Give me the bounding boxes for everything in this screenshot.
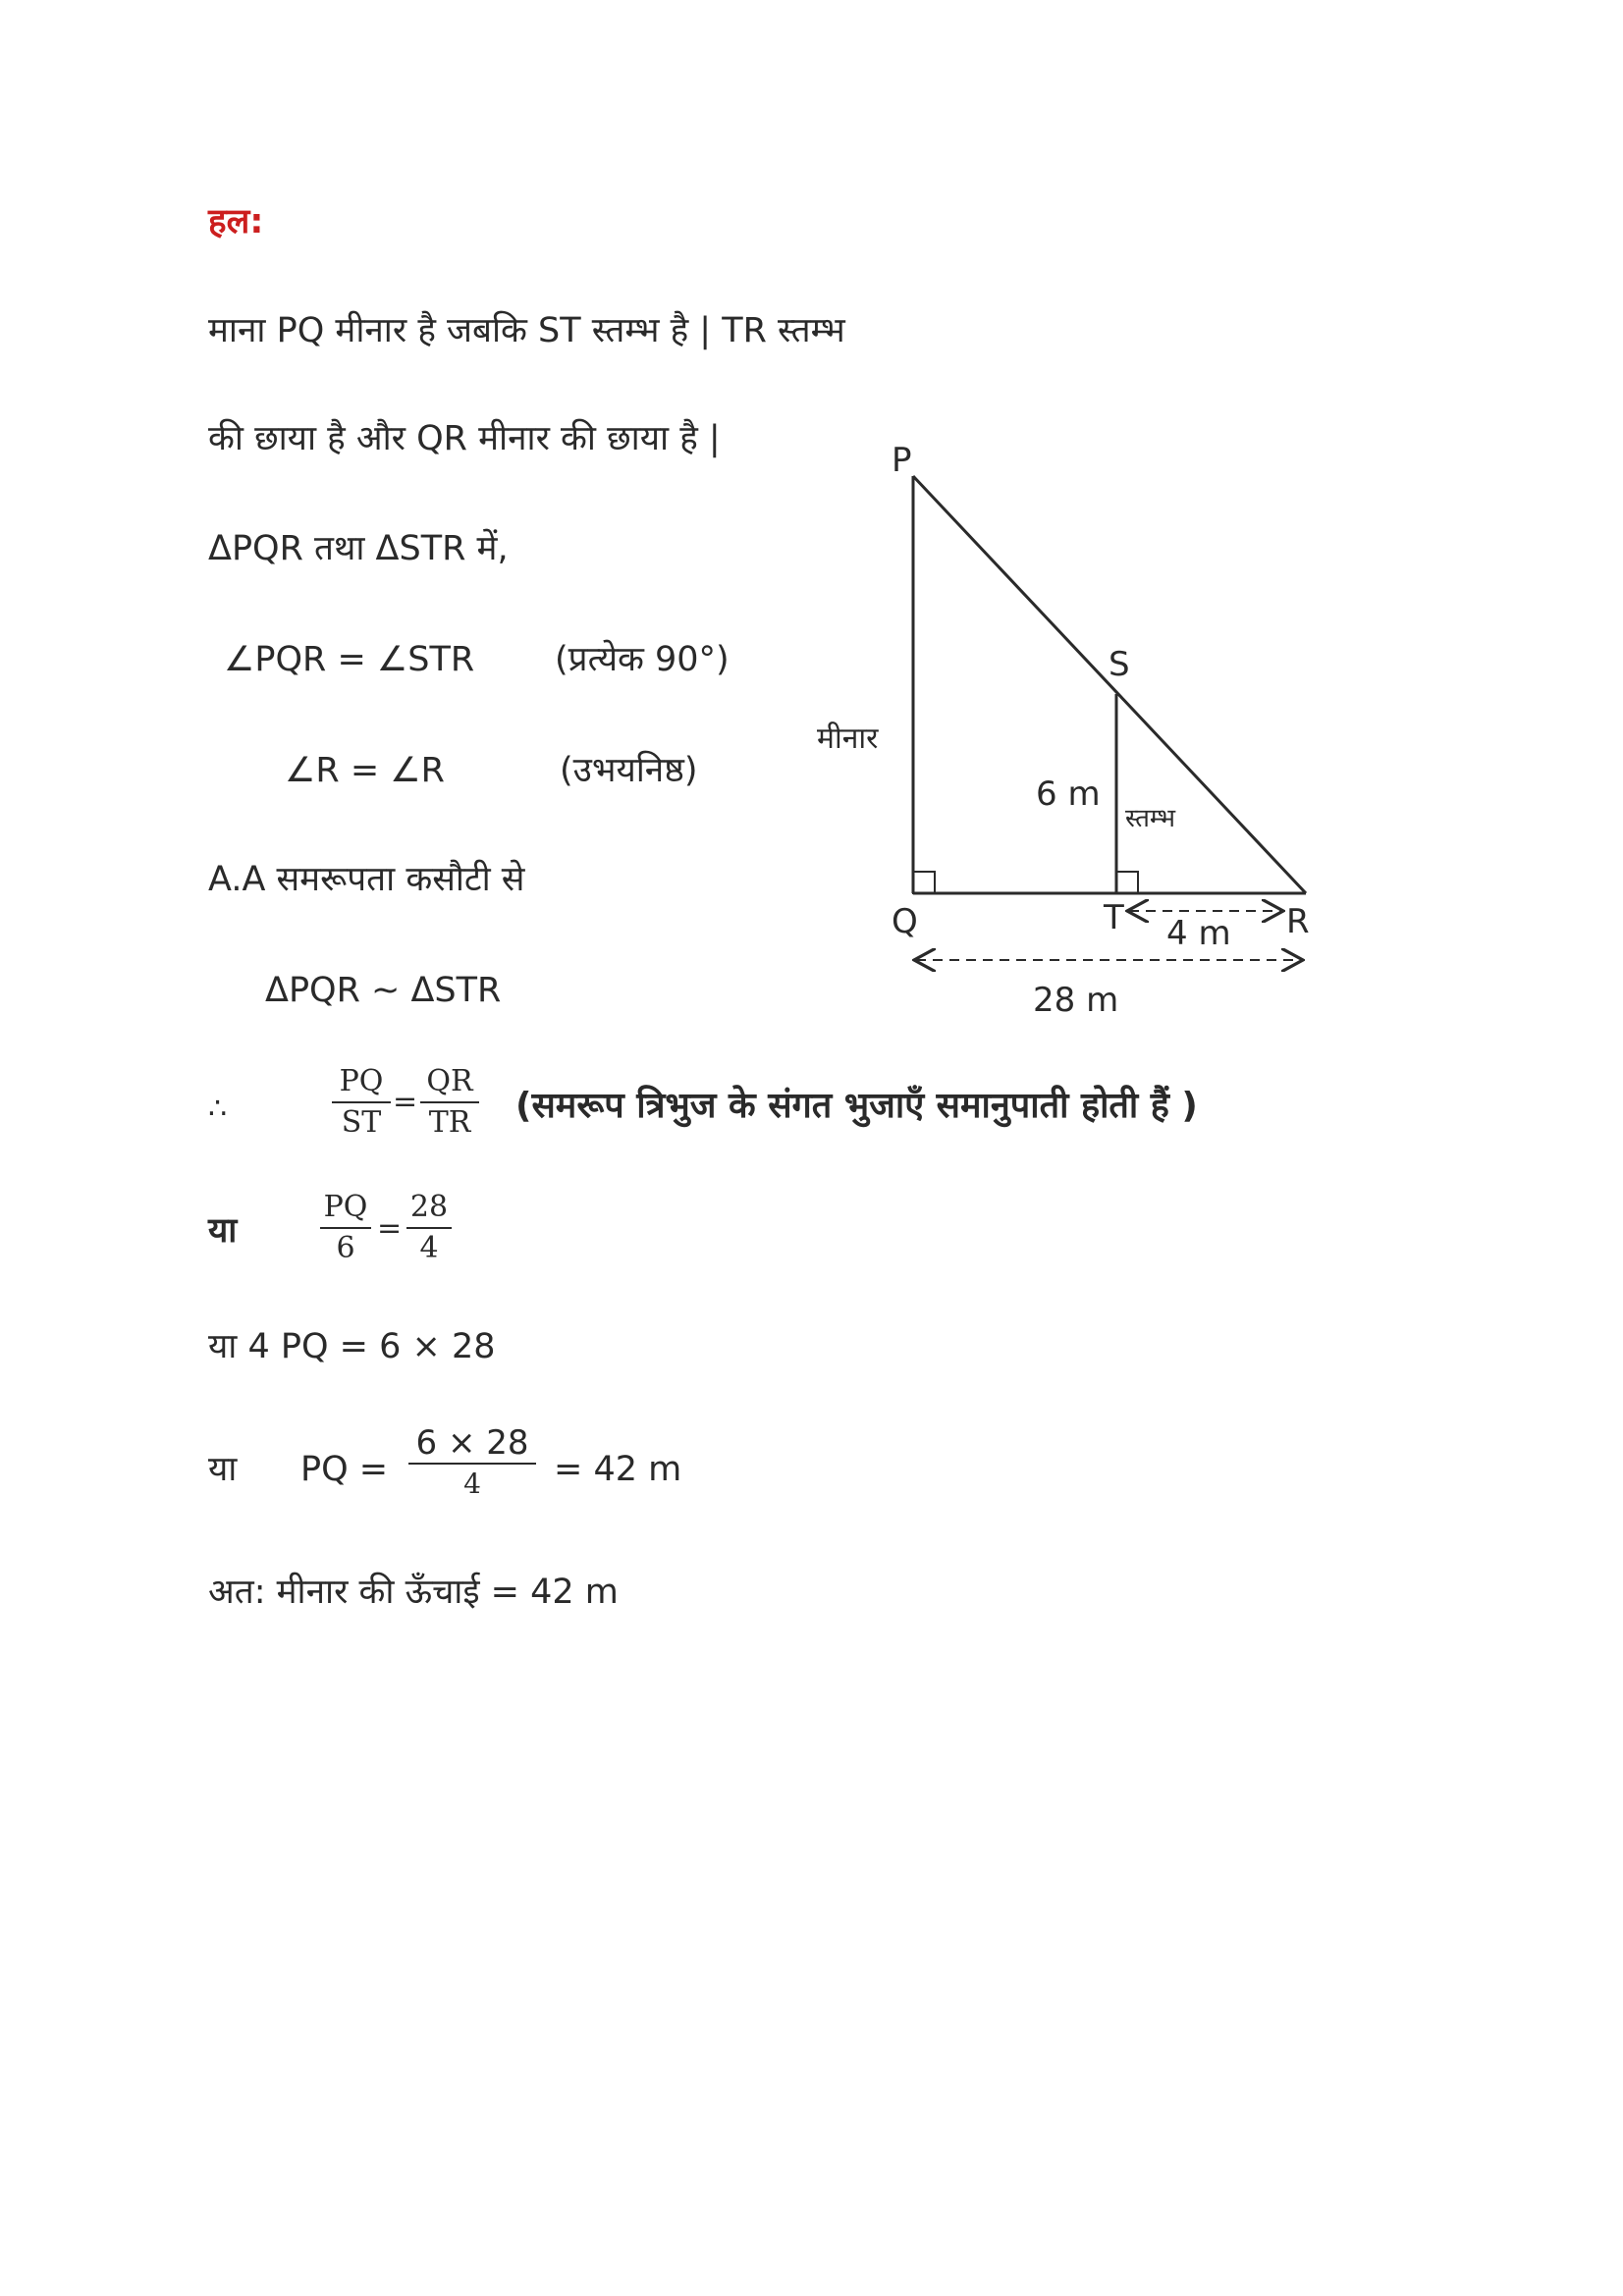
ya-label-1: या bbox=[208, 1211, 238, 1251]
fraction-denominator: ST bbox=[341, 1105, 382, 1140]
angle1-reason: (प्रत्येक 90°) bbox=[555, 640, 730, 679]
qr-length-label: 28 m bbox=[1033, 981, 1119, 1020]
pillar-label: स्तम्भ bbox=[1125, 804, 1176, 833]
point-label-s: S bbox=[1109, 645, 1130, 684]
intro-line-1: माना PQ मीनार है जबकि ST स्तम्भ है | TR स्तम्भ bbox=[208, 311, 845, 350]
angle1-equation: ∠PQR = ∠STR bbox=[224, 640, 475, 679]
fraction-numerator: PQ bbox=[323, 1190, 368, 1224]
hypotenuse-line bbox=[913, 476, 1306, 893]
fraction-numerator: 6 × 28 bbox=[415, 1423, 529, 1463]
st-length-label: 6 m bbox=[1036, 774, 1101, 814]
point-label-q: Q bbox=[892, 902, 918, 941]
ratio-reason: (समरूप त्रिभुज के संगत भुजाएँ समानुपाती होती हैं ) bbox=[515, 1086, 1198, 1126]
fraction-numerator: 28 bbox=[409, 1190, 449, 1224]
criterion-line: A.A समरूपता कसौटी से bbox=[208, 860, 525, 899]
fraction-denominator: 4 bbox=[419, 1231, 439, 1265]
ya-label-4: या bbox=[208, 1450, 238, 1489]
similarity-statement: ΔPQR ~ ΔSTR bbox=[265, 971, 502, 1010]
fraction-numerator: QR bbox=[426, 1064, 473, 1098]
point-label-r: R bbox=[1286, 902, 1310, 941]
equals-sign: = bbox=[377, 1211, 403, 1246]
point-label-p: P bbox=[892, 441, 912, 480]
tr-length-label: 4 m bbox=[1166, 914, 1231, 953]
right-angle-t bbox=[1116, 872, 1138, 893]
right-angle-q bbox=[913, 872, 935, 893]
conclusion-line: अत: मीनार की ऊँचाई = 42 m bbox=[208, 1573, 619, 1612]
equals-sign: = bbox=[393, 1085, 418, 1119]
fraction-numerator: PQ bbox=[339, 1064, 384, 1098]
point-label-t: T bbox=[1104, 898, 1124, 937]
triangles-line: ΔPQR तथा ΔSTR में, bbox=[208, 529, 509, 568]
tower-label: मीनार bbox=[817, 721, 879, 756]
pq-label: PQ = bbox=[300, 1450, 389, 1489]
angle2-equation: ∠R = ∠R bbox=[285, 751, 445, 790]
fraction-denominator: 6 bbox=[336, 1231, 355, 1265]
therefore-symbol: ∴ bbox=[208, 1092, 228, 1126]
angle2-reason: (उभयनिष्ठ) bbox=[560, 751, 698, 790]
fraction-denominator: 4 bbox=[463, 1468, 481, 1500]
solution-heading: हल: bbox=[208, 202, 264, 241]
step-multiply: या 4 PQ = 6 × 28 bbox=[208, 1327, 496, 1366]
intro-line-2: की छाया है और QR मीनार की छाया है | bbox=[208, 419, 721, 458]
fraction-denominator: TR bbox=[428, 1105, 471, 1140]
pq-result: = 42 m bbox=[554, 1450, 682, 1489]
